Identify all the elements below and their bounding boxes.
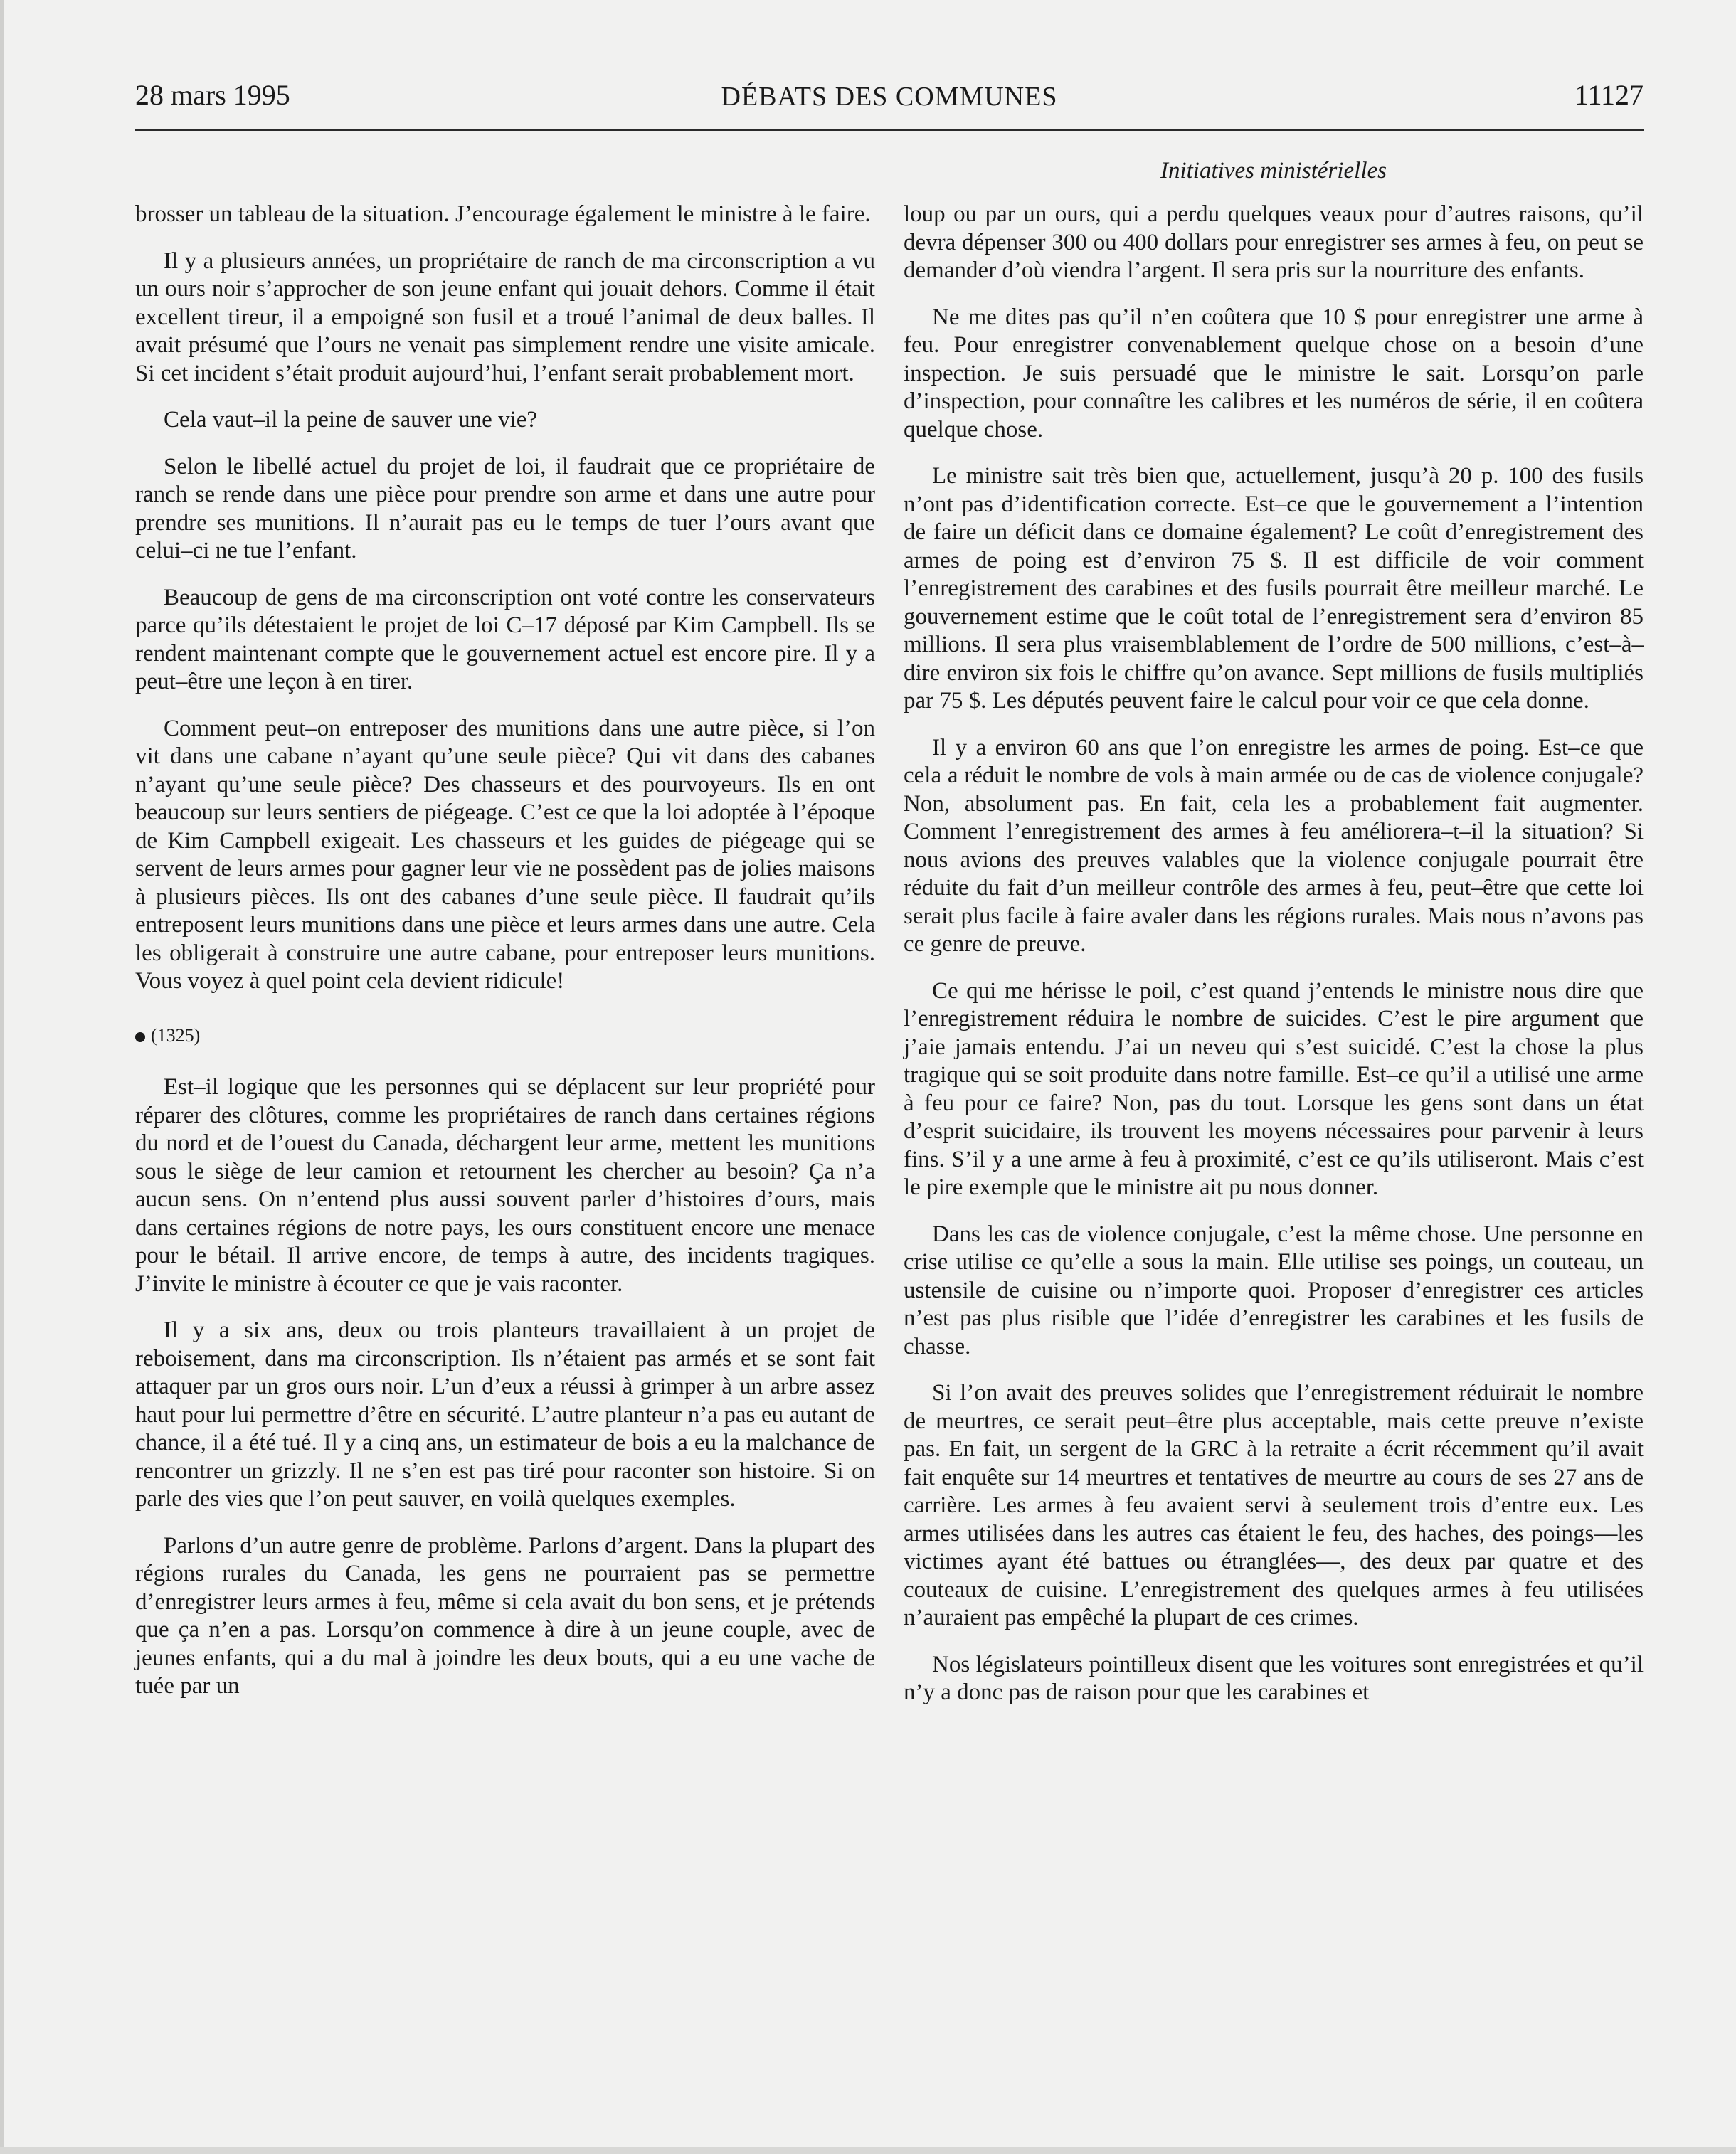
paragraph: Si l’on avait des preuves solides que l’enregistrement réduirait le nombre de meurtres, ce serait peut–être plus acceptable, mais cette preuve n’existe pas. En fait, un sergent de la GRC à la retraite a écrit récemment qu’il avait fait enquête sur 14 meurtres et tentatives de meurtre au cours de ses 27 ans de carrière. Les armes à feu avaient servi à seulement trois d’entre eux. Les armes utilisées dans les autres cas étaient le feu, des haches, des poings—les victimes ayant été battues ou étranglées—, des deux par quatre et des couteaux de cuisine. L’enregistrement des quelques armes à feu utilisées n’auraient pas empêché la plupart de ces crimes. bbox=[904, 1380, 1644, 1630]
left-column bbox=[135, 201, 875, 1719]
header-page-number: 11127 bbox=[1574, 79, 1644, 111]
paragraph: Comment peut–on entreposer des munitions dans une autre pièce, si l’on vit dans une cabane n’ayant qu’une seule pièce? Qui vit dans des cabanes n’ayant qu’une seule pièce? Des chasseurs et des pourvoyeurs. Ils en ont beaucoup sur leurs sentiers de piégeage. C’est ce que la loi adoptée à l’époque de Kim Campbell exigeait. Les chasseurs et les guides de piégeage qui se servent de leurs armes pour gagner leur vie ne possèdent pas de jolies maisons à plusieurs pièces. Ils ont des cabanes d’une seule pièce. Il faudrait qu’ils entreposent leurs munitions dans une pièce et leurs armes dans une autre. Cela les obligerait à construire une autre cabane, pour entreposer leurs munitions. Vous voyez à quel point cela devient ridicule! bbox=[135, 715, 875, 994]
right-column bbox=[904, 201, 1644, 1726]
paragraph: Nos législateurs pointilleux disent que les voitures sont enregistrées et qu’il n’y a donc pas de raison pour que les carabines et bbox=[904, 1651, 1644, 1705]
paragraph: Le ministre sait très bien que, actuellement, jusqu’à 20 p. 100 des fusils n’ont pas d’identification correcte. Est–ce que le gouvernement a l’intention de faire un déficit dans ce domaine également? Le coût d’enregistrement des armes de poing est d’environ 75 $. Il est difficile de voir comment l’enregistrement des carabines et des fusils pourrait être meilleur marché. Le gouvernement estime que le coût total de l’enregistrement sera d’environ 85 millions. Il sera plus vraisemblablement de l’ordre de 500 millions, c’est–à–dire environ six fois le chiffre qu’on avance. Sept millions de fusils multipliés par 75 $. Les députés peuvent faire le calcul pour voir ce que cela donne. bbox=[904, 463, 1644, 713]
paragraph: Ne me dites pas qu’il n’en coûtera que 10 $ pour enregistrer une arme à feu. Pour enregistrer convenablement quelque chose on a besoin d’une inspection. Je suis persuadé que le ministre le sait. Lorsqu’on parle d’inspection, pour connaître les calibres et les numéros de série, il en coûtera quelque chose. bbox=[904, 304, 1644, 442]
page-header bbox=[135, 78, 1644, 121]
paragraph: Parlons d’un autre genre de problème. Parlons d’argent. Dans la plupart des régions rurales du Canada, les gens ne pourraient pas se permettre d’enregistrer leurs armes à feu, même si cela avait du bon sens, et je prétends que ça n’en a pas. Lorsqu’on commence à dire à un jeune couple, avec de jeunes enfants, qui a du mal à joindre les deux bouts, qui a eu une vache de tuée par un bbox=[135, 1532, 875, 1699]
header-date: 28 mars 1995 bbox=[135, 79, 290, 111]
paragraph: Il y a environ 60 ans que l’on enregistre les armes de poing. Est–ce que cela a réduit le nombre de vols à main armée ou de cas de violence conjugale? Non, absolument pas. En fait, cela les a probablement fait augmenter. Comment l’enregistrement des armes à feu améliorera–t–il la situation? Si nous avions des preuves valables que la violence conjugale pourrait être réduite du fait d’un meilleur contrôle des armes à feu, peut–être que cette loi serait plus facile à faire avaler dans les régions rurales. Mais nous n’avons pas ce genre de preuve. bbox=[904, 734, 1644, 957]
paragraph: Cela vaut–il la peine de sauver une vie? bbox=[164, 407, 538, 433]
scan-edge-left bbox=[0, 0, 4, 2154]
paragraph: Ce qui me hérisse le poil, c’est quand j’entends le ministre nous dire que l’enregistrement réduira le nombre de suicides. C’est le pire argument que j’aie jamais entendu. J’ai un neveu qui s’est suicidé. C’est la chose la plus tragique qui se soit produite dans notre famille. Est–ce qu’il a utilisé une arme à feu pour ce faire? Non, pas du tout. Lorsque les gens sont dans un état d’esprit suicidaire, ils trouvent les moyens nécessaires pour parvenir à leurs fins. S’il y a une arme à feu à proximité, c’est ce qu’ils utiliseront. Mais c’est le pire exemple que le ministre ait pu nous donner. bbox=[904, 977, 1644, 1200]
scan-edge-bottom bbox=[0, 2147, 1736, 2154]
paragraph: brosser un tableau de la situation. J’encourage également le ministre à le faire. bbox=[135, 201, 871, 227]
paragraph: Il y a plusieurs années, un propriétaire de ranch de ma circonscription a vu un ours noir s’approcher de son jeune enfant qui jouait dehors. Comme il était excellent tireur, il a empoigné son fusil et a troué l’animal de deux balles. Il avait présumé que l’ours ne venait pas simplement rendre une visite amicale. Si cet incident s’était produit aujourd’hui, l’enfant serait probablement mort. bbox=[135, 248, 875, 386]
time-marker bbox=[135, 1022, 875, 1050]
paragraph: Beaucoup de gens de ma circonscription ont voté contre les conservateurs parce qu’ils détestaient le projet de loi C–17 déposé par Kim Campbell. Ils se rendent maintenant compte que le gouvernement actuel est encore pire. Il y a peut–être une leçon à en tirer. bbox=[135, 584, 875, 694]
section-label: Initiatives ministérielles bbox=[1160, 158, 1387, 184]
header-rule bbox=[135, 129, 1644, 131]
paragraph: Il y a six ans, deux ou trois planteurs travaillaient à un projet de reboisement, dans ma circonscription. Ils n’étaient pas armés et se sont fait attaquer par un gros ours noir. L’un d’eux a réussi à grimper à un arbre assez haut pour lui permettre d’être en sécurité. L’autre planteur n’a pas eu autant de chance, il a été tué. Il y a cinq ans, un estimateur de bois a eu la malchance de rencontrer un grizzly. Il ne s’en est pas tiré pour raconter son histoire. Si on parle des vies que l’on peut sauver, en voilà quelques exemples. bbox=[135, 1317, 875, 1512]
paragraph: loup ou par un ours, qui a perdu quelques veaux pour d’autres raisons, qu’il devra dépenser 300 ou 400 dollars pour enregistrer ses armes à feu, on peut se demander d’où viendra l’argent. Il sera pris sur la nourriture des enfants. bbox=[904, 201, 1644, 283]
header-title: DÉBATS DES COMMUNES bbox=[721, 82, 1058, 112]
paragraph: Est–il logique que les personnes qui se déplacent sur leur propriété pour réparer des clôtures, comme les propriétaires de ranch dans certaines régions du nord et de l’ouest du Canada, déchargent leur arme, mettent les munitions sous le siège de leur camion et retournent les chercher au besoin? Ça n’a aucun sens. On n’entend plus aussi souvent parler d’histoires d’ours, mais dans certaines régions de notre pays, les ours constituent encore une menace pour le bétail. Il arrive encore, de temps à autre, des incidents tragiques. J’invite le ministre à écouter ce que je vais raconter. bbox=[135, 1074, 875, 1297]
paragraph: Dans les cas de violence conjugale, c’est la même chose. Une personne en crise utilise ce qu’elle a sous la main. Elle utilise ses poings, un couteau, un ustensile de cuisine ou n’importe quoi. Proposer d’enregistrer ces articles n’est pas plus risible que l’idée d’enregistrer les carabines et les fusils de chasse. bbox=[904, 1221, 1644, 1359]
paragraph: Selon le libellé actuel du projet de loi, il faudrait que ce propriétaire de ranch se rende dans une pièce pour prendre son arme et dans une autre pour prendre ses munitions. Il n’aurait pas eu le temps de tuer l’ours avant que celui–ci ne tue l’enfant. bbox=[135, 453, 875, 563]
time-marker-label: (1325) bbox=[151, 1024, 201, 1046]
bullet-icon bbox=[135, 1032, 145, 1042]
